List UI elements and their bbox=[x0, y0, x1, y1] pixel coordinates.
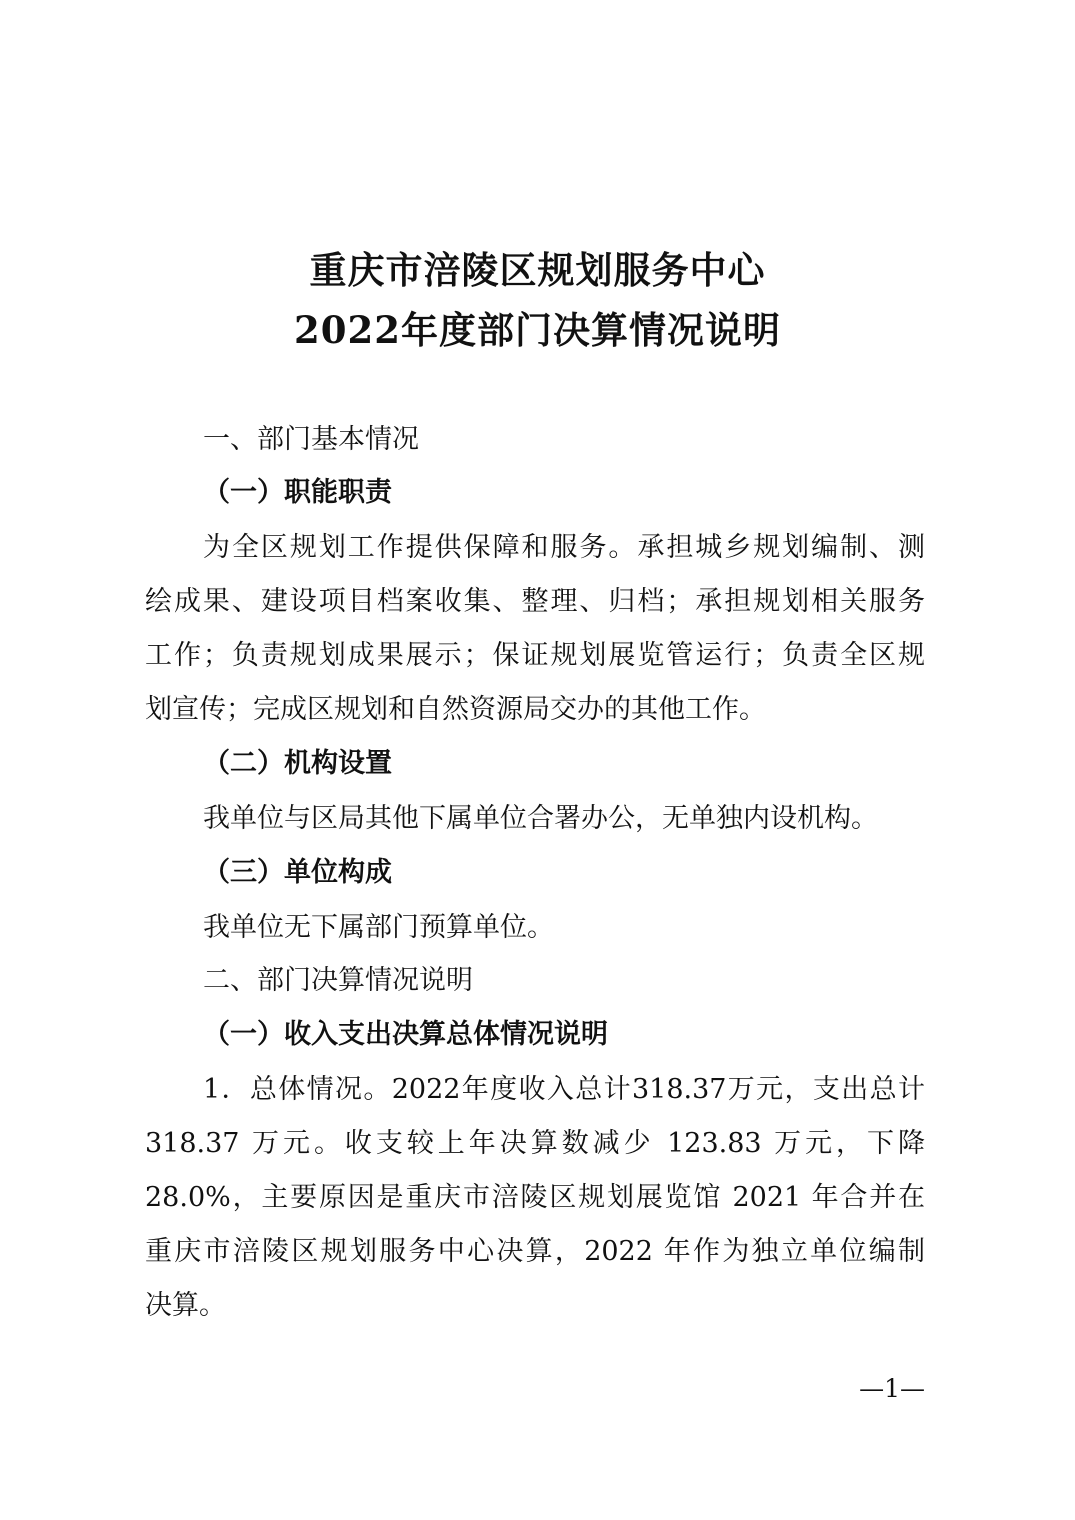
paragraph-functions-line-3: 工作；负责规划成果展示；保证规划展览管运行；负责全区规 bbox=[145, 640, 925, 671]
paragraph-functions-line-4: 划宣传；完成区规划和自然资源局交办的其他工作。 bbox=[145, 694, 766, 725]
paragraph-functions-line-1: 为全区规划工作提供保障和服务。承担城乡规划编制、测 bbox=[203, 532, 925, 563]
paragraph-composition: 我单位无下属部门预算单位。 bbox=[203, 912, 554, 943]
subsection-heading-composition: （三）单位构成 bbox=[203, 857, 392, 888]
paragraph-functions-line-2: 绘成果、建设项目档案收集、整理、归档；承担规划相关服务 bbox=[145, 586, 925, 617]
paragraph-overall-line-3: 28.0%，主要原因是重庆市涪陵区规划展览馆 2021 年合并在 bbox=[145, 1182, 925, 1213]
paragraph-overall-line-4: 重庆市涪陵区规划服务中心决算，2022 年作为独立单位编制 bbox=[145, 1236, 925, 1267]
document-title-line-1: 重庆市涪陵区规划服务中心 bbox=[309, 248, 766, 292]
paragraph-organization: 我单位与区局其他下属单位合署办公，无单独内设机构。 bbox=[203, 803, 878, 834]
document-title-line-2: 2022年度部门决算情况说明 bbox=[294, 308, 781, 352]
paragraph-overall-line-5: 决算。 bbox=[145, 1290, 226, 1321]
paragraph-overall-line-2: 318.37 万元。收支较上年决算数减少 123.83 万元，下降 bbox=[145, 1128, 925, 1159]
subsection-heading-organization: （二）机构设置 bbox=[203, 748, 392, 779]
subsection-heading-overall: （一）收入支出决算总体情况说明 bbox=[203, 1019, 608, 1050]
section-heading-1: 一、部门基本情况 bbox=[203, 424, 419, 455]
subsection-heading-functions: （一）职能职责 bbox=[203, 477, 392, 508]
page-number: —1— bbox=[859, 1374, 925, 1403]
paragraph-overall-line-1: 1．总体情况。2022年度收入总计318.37万元，支出总计 bbox=[203, 1074, 925, 1105]
section-heading-2: 二、部门决算情况说明 bbox=[203, 965, 473, 996]
